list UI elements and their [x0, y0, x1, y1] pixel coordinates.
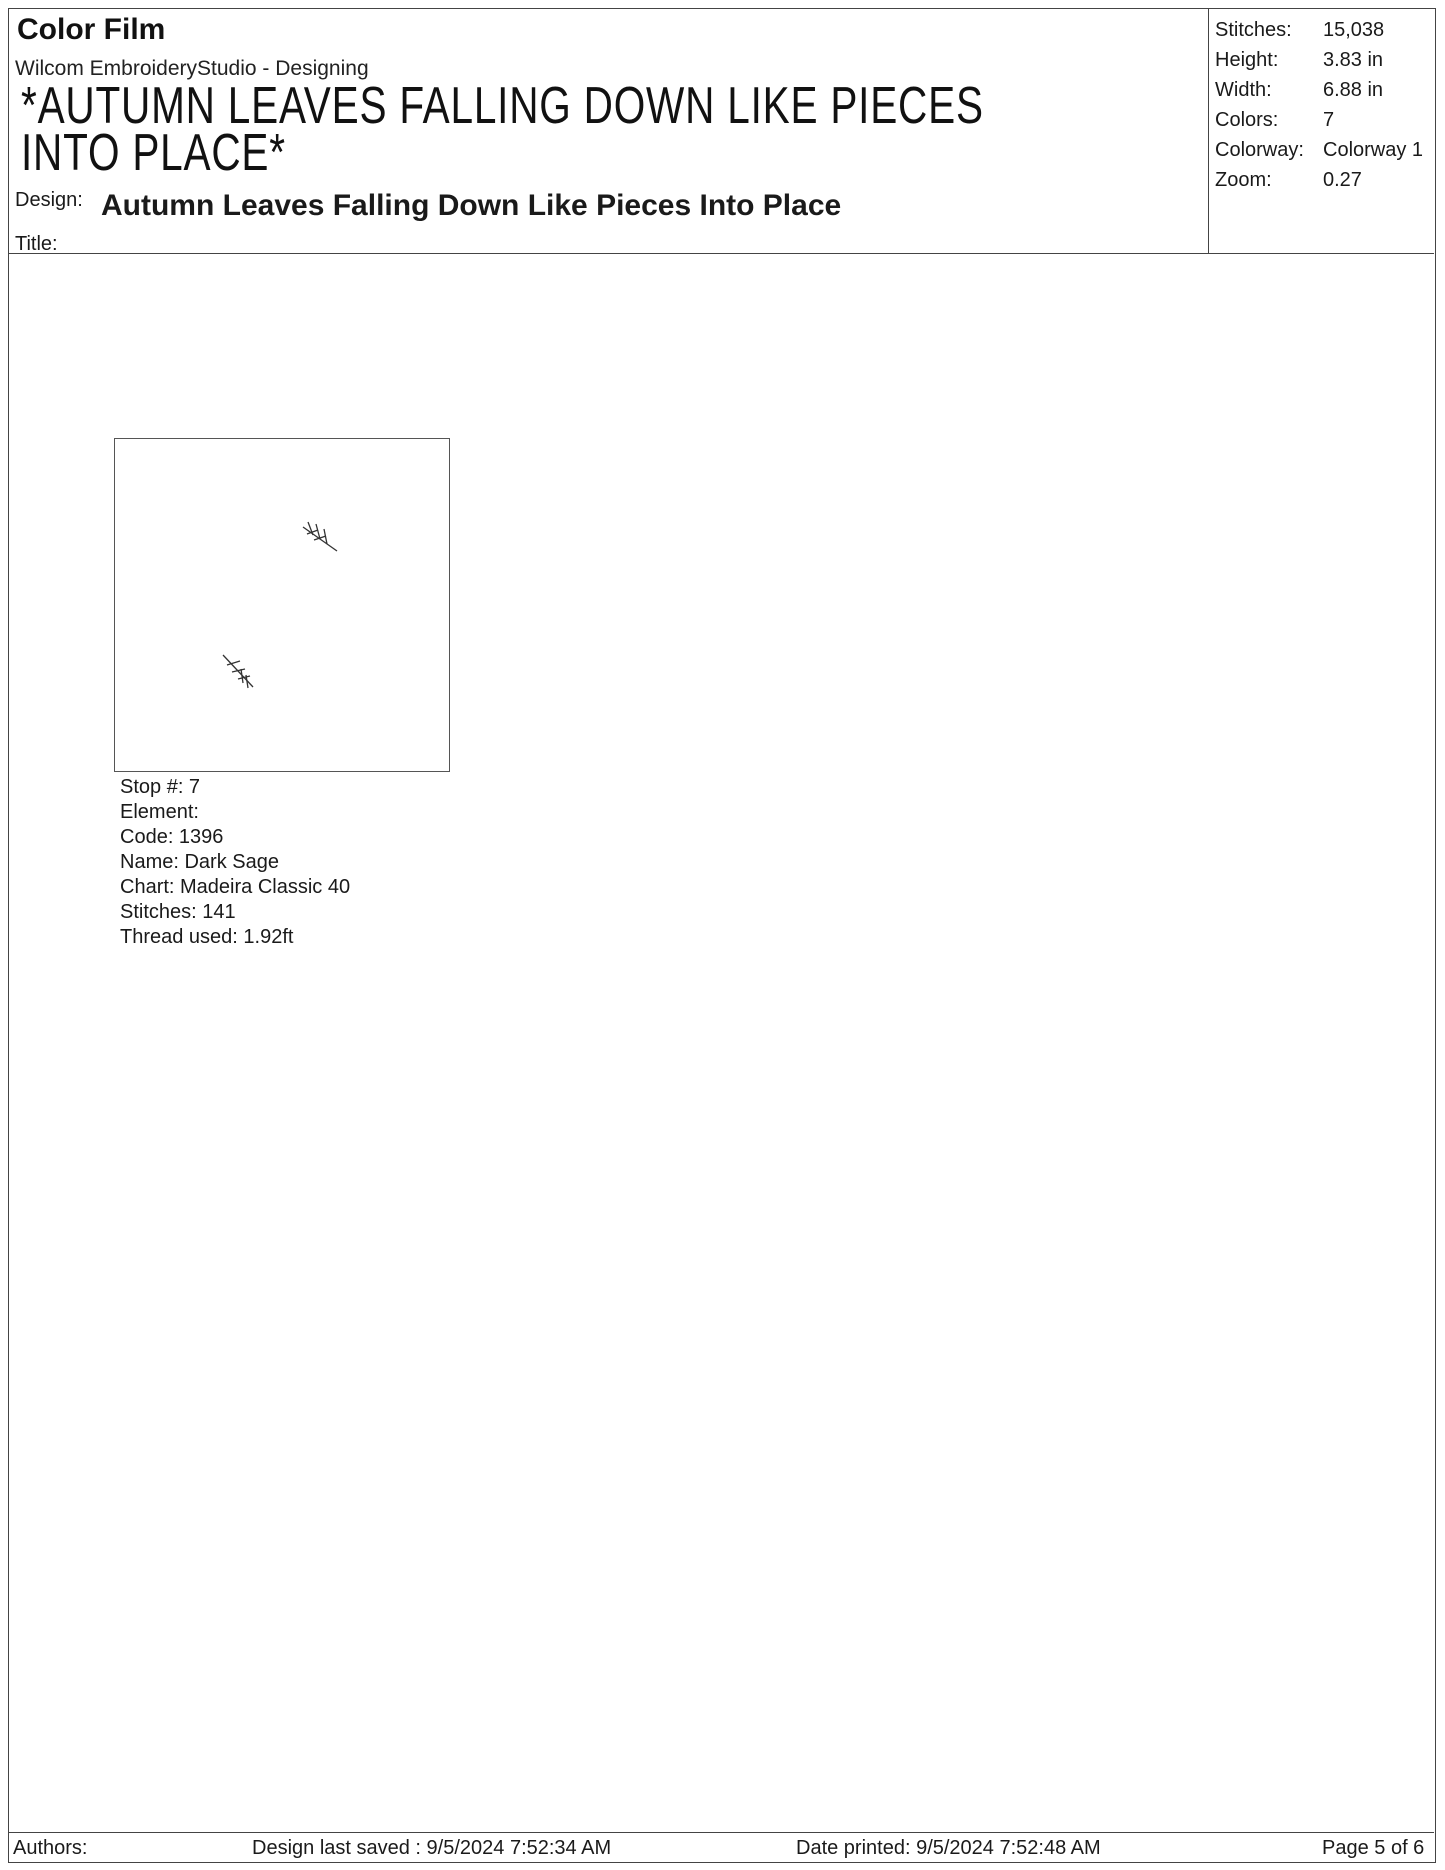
stop-details [120, 775, 350, 950]
leaf-stem-stitch-bottom [223, 655, 253, 688]
design-label: Design: [15, 189, 83, 211]
footer-last-saved: Design last saved : 9/5/2024 7:52:34 AM [252, 1837, 612, 1859]
report-header [9, 9, 1434, 254]
stop-name: Name: Dark Sage [120, 851, 279, 873]
software-name: Wilcom EmbroideryStudio - Designing [15, 57, 369, 80]
stat-label: Colorway: [1215, 139, 1304, 161]
stop-number: Stop #: 7 [120, 776, 201, 798]
report-footer [9, 1832, 1434, 1862]
stat-label: Zoom: [1215, 169, 1272, 191]
stat-label: Width: [1215, 79, 1272, 101]
stat-row-zoom [1215, 165, 1430, 195]
stitch-preview-box [114, 438, 450, 772]
stat-value: 3.83 in [1323, 49, 1384, 71]
design-name: Autumn Leaves Falling Down Like Pieces Into Place [101, 189, 842, 222]
stop-stitches: Stitches: 141 [120, 901, 236, 923]
design-stats [1215, 15, 1430, 195]
color-film-sheet [8, 8, 1436, 1863]
stop-element: Element: [120, 801, 199, 823]
title-label: Title: [15, 233, 58, 255]
stat-row-width [1215, 75, 1430, 105]
stitch-preview [115, 439, 449, 771]
footer-authors: Authors: [13, 1837, 88, 1859]
stat-value: Colorway 1 [1323, 139, 1424, 161]
stat-row-height [1215, 45, 1430, 75]
stat-label: Height: [1215, 49, 1279, 71]
stop-chart: Chart: Madeira Classic 40 [120, 876, 351, 898]
leaf-stem-stitch-top [303, 522, 337, 551]
report-title: Color Film [17, 13, 166, 46]
footer-page-number: Page 5 of 6 [1322, 1837, 1425, 1859]
stat-value: 6.88 in [1323, 79, 1384, 101]
stop-code: Code: 1396 [120, 826, 224, 848]
footer-date-printed: Date printed: 9/5/2024 7:52:48 AM [796, 1837, 1101, 1859]
stop-thread-used: Thread used: 1.92ft [120, 926, 294, 948]
stat-row-colors [1215, 105, 1430, 135]
stat-value: 0.27 [1323, 169, 1362, 191]
stat-label: Stitches: [1215, 19, 1292, 41]
stat-label: Colors: [1215, 109, 1279, 131]
stat-value: 15,038 [1323, 19, 1385, 41]
design-heading: *AUTUMN LEAVES FALLING DOWN LIKE PIECES INTO PLACE* [21, 77, 984, 182]
header-info-panel [9, 9, 1209, 253]
stat-row-stitches [1215, 15, 1430, 45]
stat-row-colorway [1215, 135, 1430, 165]
stat-value: 7 [1323, 109, 1335, 131]
